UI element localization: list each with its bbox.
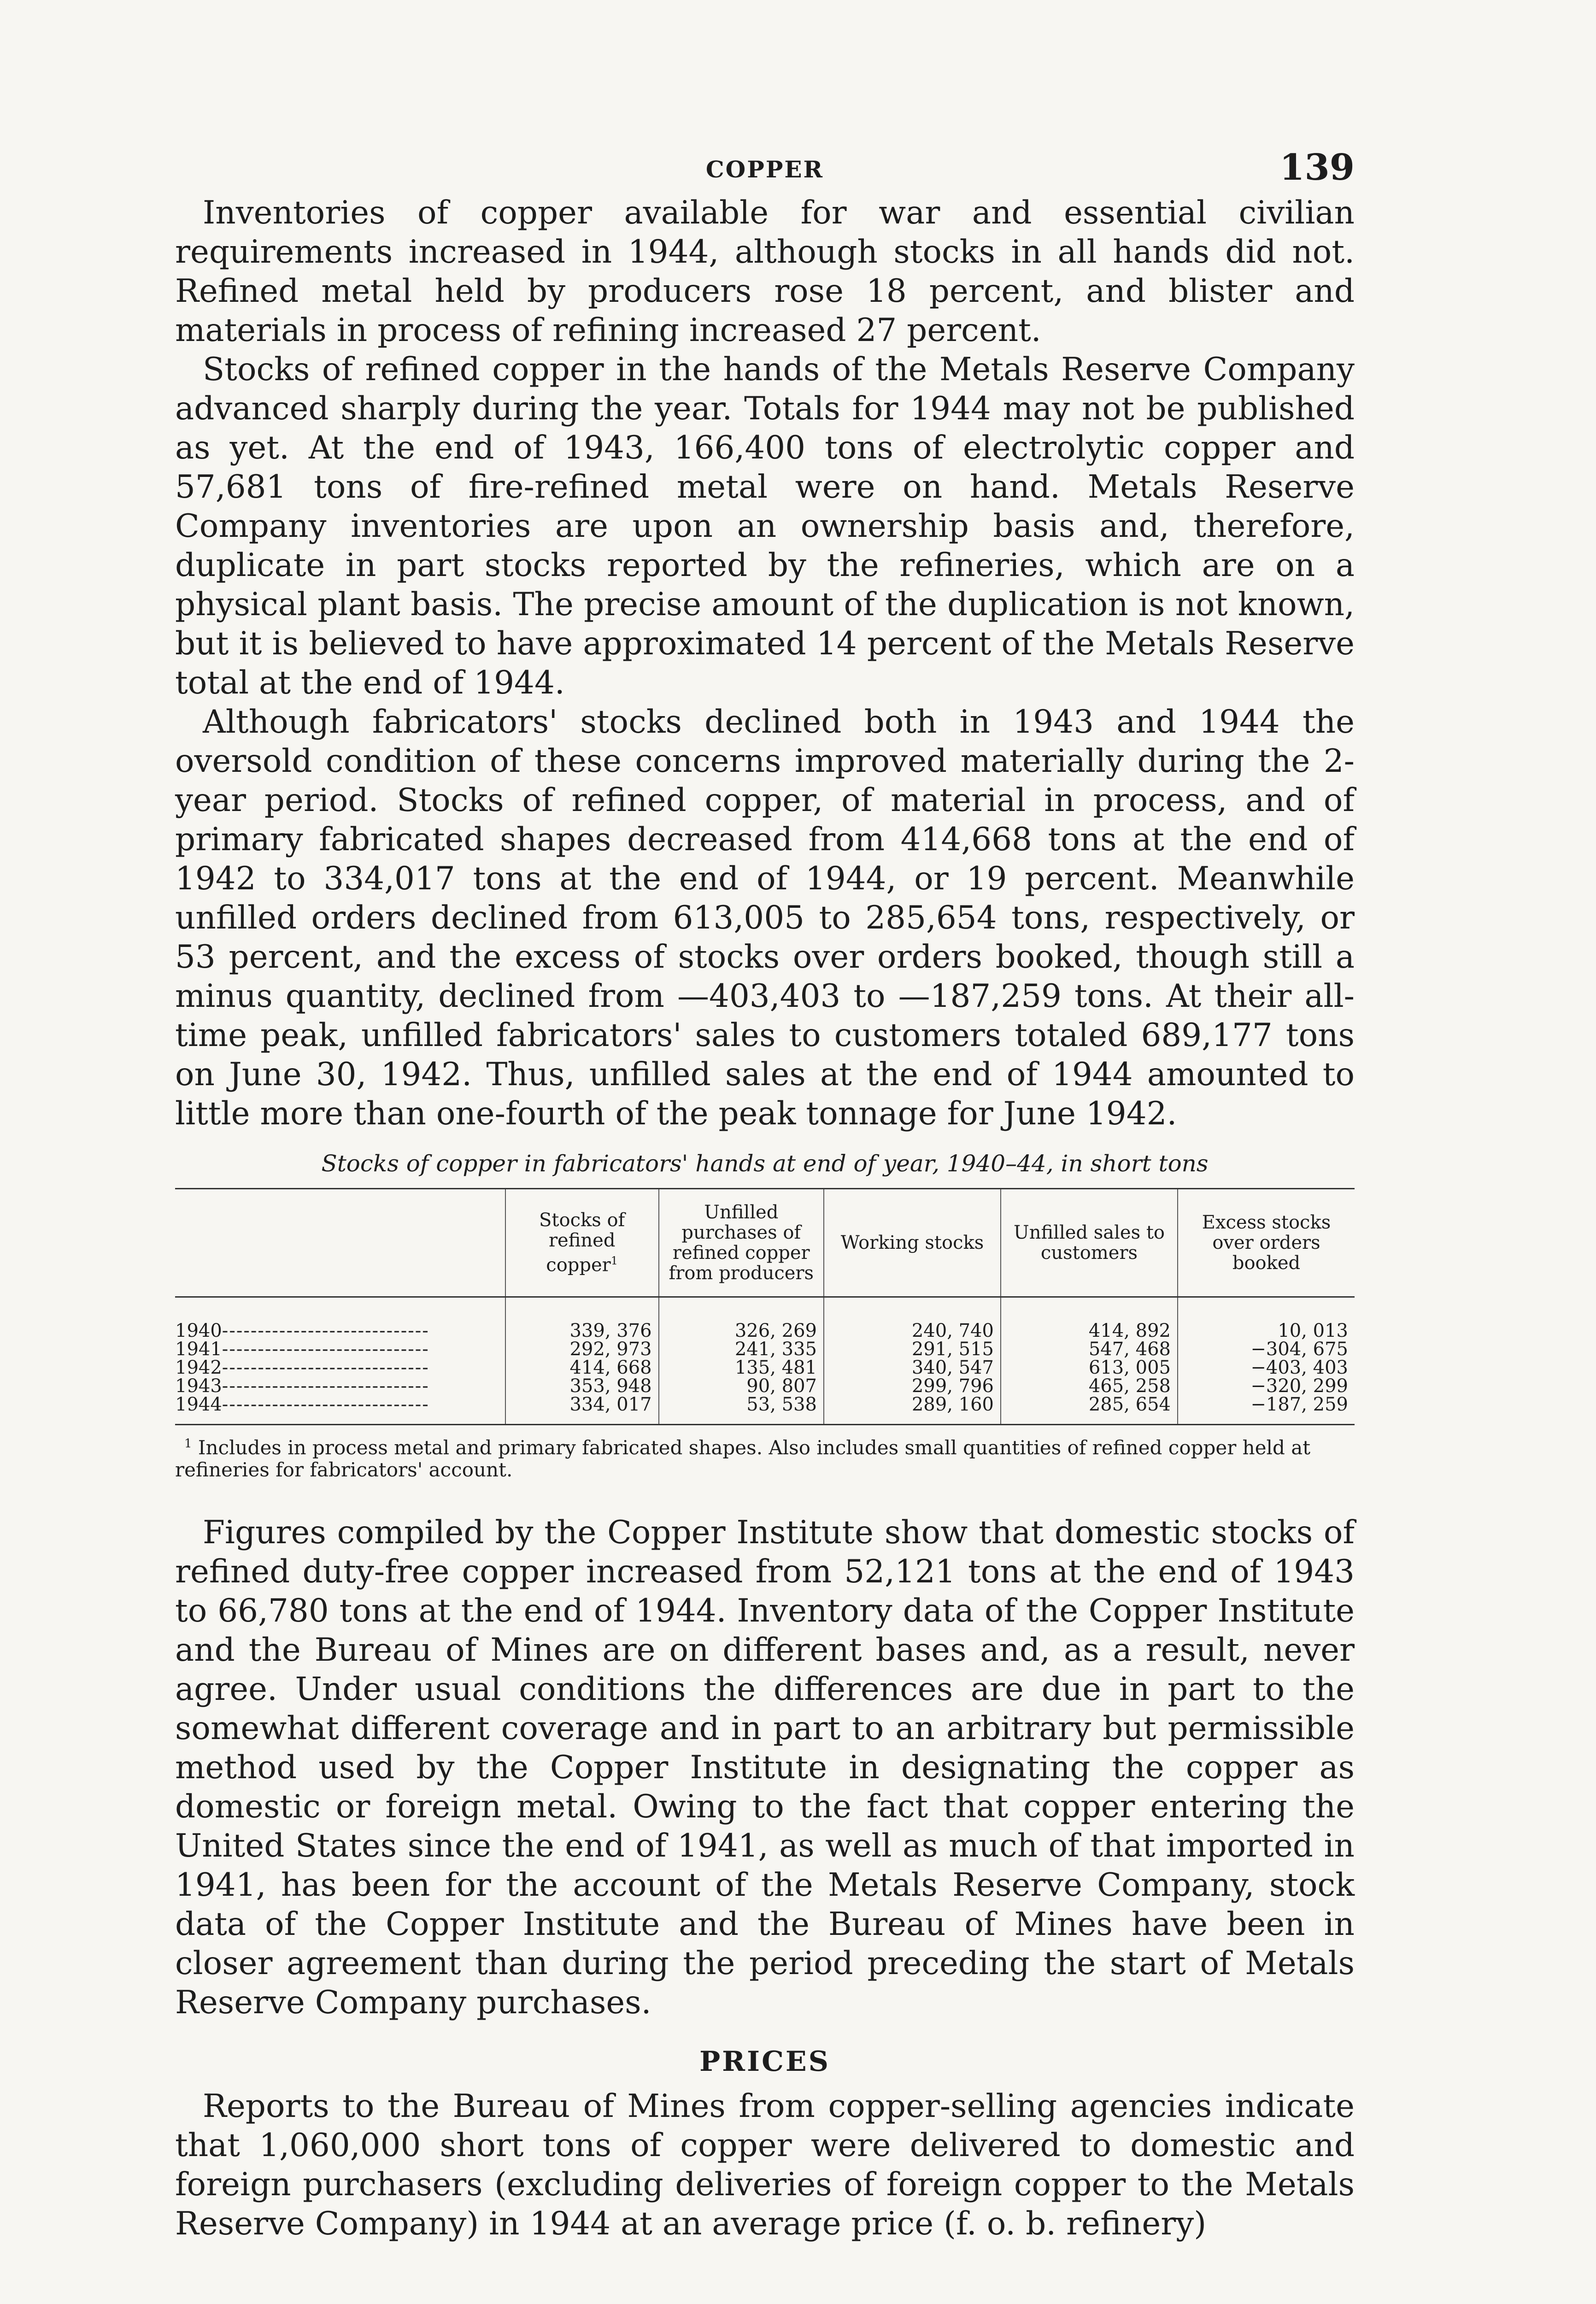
table-cell: 90, 807 xyxy=(659,1377,824,1395)
table-cell: 289, 160 xyxy=(824,1395,1001,1425)
footnote-marker: 1 xyxy=(184,1437,192,1451)
table-row xyxy=(175,1395,1355,1425)
paragraph-metals-reserve: Stocks of refined copper in the hands of the Metals Reserve Company advanced sharply during the year. Totals for 1944 may not be published as yet. At the end of 1943, 166,400 tons of electrolytic copper and 57,681 tons of fire-refined metal were on hand. Metals Reserve Company inventories are upon an ownership basis and, therefore, duplicate in part stocks reported by the refineries, which are on a physical plant basis. The precise amount of the duplication is not known, but it is believed to have approximated 14 percent of the Metals Reserve total at the end of 1944. xyxy=(175,351,1355,701)
table-cell: 240, 740 xyxy=(824,1297,1001,1340)
table-cell: 10, 013 xyxy=(1178,1297,1355,1340)
table-row xyxy=(175,1358,1355,1377)
table-cell: 135, 481 xyxy=(659,1358,824,1377)
table-header-row xyxy=(175,1189,1355,1297)
year-cell: 1940----------------------------- xyxy=(175,1320,429,1341)
column-header: Unfilled purchases of refined copper from producers xyxy=(659,1189,824,1297)
running-title: COPPER xyxy=(705,156,824,183)
table-cell: 414, 668 xyxy=(505,1358,659,1377)
paragraph-inventories: Inventories of copper available for war and essential civilian requirements increased in 1944, although stocks in all hands did not. Refined metal held by producers rose 18 percent, and blister and materials in process of refining increased 27 percent. xyxy=(175,194,1355,349)
year-cell: 1941----------------------------- xyxy=(175,1339,429,1360)
running-head xyxy=(175,138,1355,189)
body-text-mid xyxy=(175,1513,1355,2022)
table-caption: Stocks of copper in fabricators' hands at end of year, 1940–44, in short tons xyxy=(321,1150,1209,1177)
section-heading-prices: PRICES xyxy=(699,2045,830,2078)
table-cell: 241, 335 xyxy=(659,1340,824,1358)
table-cell: −187, 259 xyxy=(1178,1395,1355,1425)
table-cell: 53, 538 xyxy=(659,1395,824,1425)
year-cell: 1943----------------------------- xyxy=(175,1375,429,1397)
column-header: Working stocks xyxy=(824,1189,1001,1297)
table-cell: 414, 892 xyxy=(1001,1297,1178,1340)
table-cell: 292, 973 xyxy=(505,1340,659,1358)
page xyxy=(175,138,1355,2244)
table-cell: 339, 376 xyxy=(505,1297,659,1340)
column-header: Stocks of refined copper$^1$ xyxy=(505,1189,659,1297)
table-cell: 340, 547 xyxy=(824,1358,1001,1377)
table-cell: 613, 005 xyxy=(1001,1358,1178,1377)
table-cell: 465, 258 xyxy=(1001,1377,1178,1395)
table-cell: 285, 654 xyxy=(1001,1395,1178,1425)
table-cell: −304, 675 xyxy=(1178,1340,1355,1358)
table-cell: 547, 468 xyxy=(1001,1340,1178,1358)
paragraph-copper-institute: Figures compiled by the Copper Institute show that domestic stocks of refined duty-free copper increased from 52,121 tons at the end of 1943 to 66,780 tons at the end of 1944. Inventory data of the Copper Institute and the Bureau of Mines are on different bases and, as a result, never agree. Under usual conditions the differences are due in part to the somewhat different coverage and in part to an arbitrary but permissible method used by the Copper Institute in designating the copper as domestic or foreign metal. Owing to the fact that copper entering the United States since the end of 1941, as well as much of that imported in 1941, has been for the account of the Metals Reserve Company, stock data of the Copper Institute and the Bureau of Mines have been in closer agreement than during the period preceding the start of Metals Reserve Company purchases. xyxy=(175,1514,1355,2021)
column-header: Excess stocks over orders booked xyxy=(1178,1189,1355,1297)
stub-header xyxy=(175,1189,505,1297)
body-text-top xyxy=(175,194,1355,1134)
page-number: 139 xyxy=(1279,147,1355,188)
table-cell: 291, 515 xyxy=(824,1340,1001,1358)
paragraph-prices: Reports to the Bureau of Mines from copper-selling agencies indicate that 1,060,000 short tons of copper were delivered to domestic and foreign purchasers (excluding deliveries of foreign copper to the Metals Reserve Company) in 1944 at an average price (f. o. b. refinery) xyxy=(175,2088,1355,2242)
table-row xyxy=(175,1340,1355,1358)
column-header: Unfilled sales to customers xyxy=(1001,1189,1178,1297)
table-row xyxy=(175,1297,1355,1340)
year-cell: 1942----------------------------- xyxy=(175,1357,429,1378)
table-row xyxy=(175,1377,1355,1395)
year-cell: 1944----------------------------- xyxy=(175,1395,505,1425)
table-cell: 299, 796 xyxy=(824,1377,1001,1395)
table-cell: −403, 403 xyxy=(1178,1358,1355,1377)
table-cell: −320, 299 xyxy=(1178,1377,1355,1395)
paragraph-fabricators: Although fabricators' stocks declined both in 1943 and 1944 the oversold condition of these concerns improved materially during the 2-year period. Stocks of refined copper, of material in process, and of primary fabricated shapes decreased from 414,668 tons at the end of 1942 to 334,017 tons at the end of 1944, or 19 percent. Meanwhile unfilled orders declined from 613,005 to 285,654 tons, respectively, or 53 percent, and the excess of stocks over orders booked, though still a minus quantity, declined from —403,403 to —187,259 tons. At their all-time peak, unfilled fabricators' sales to customers totaled 689,177 tons on June 30, 1942. Thus, unfilled sales at the end of 1944 amounted to little more than one-fourth of the peak tonnage for June 1942. xyxy=(175,704,1355,1132)
fabricators-stocks-table xyxy=(175,1188,1355,1425)
table-footnote xyxy=(175,1433,1355,1481)
table-cell: 326, 269 xyxy=(659,1297,824,1340)
footnote-text: Includes in process metal and primary fabricated shapes. Also includes small quantities of refined copper held at refineries for fabricators' account. xyxy=(175,1436,1311,1481)
table-cell: 353, 948 xyxy=(505,1377,659,1395)
table-cell: 334, 017 xyxy=(505,1395,659,1425)
